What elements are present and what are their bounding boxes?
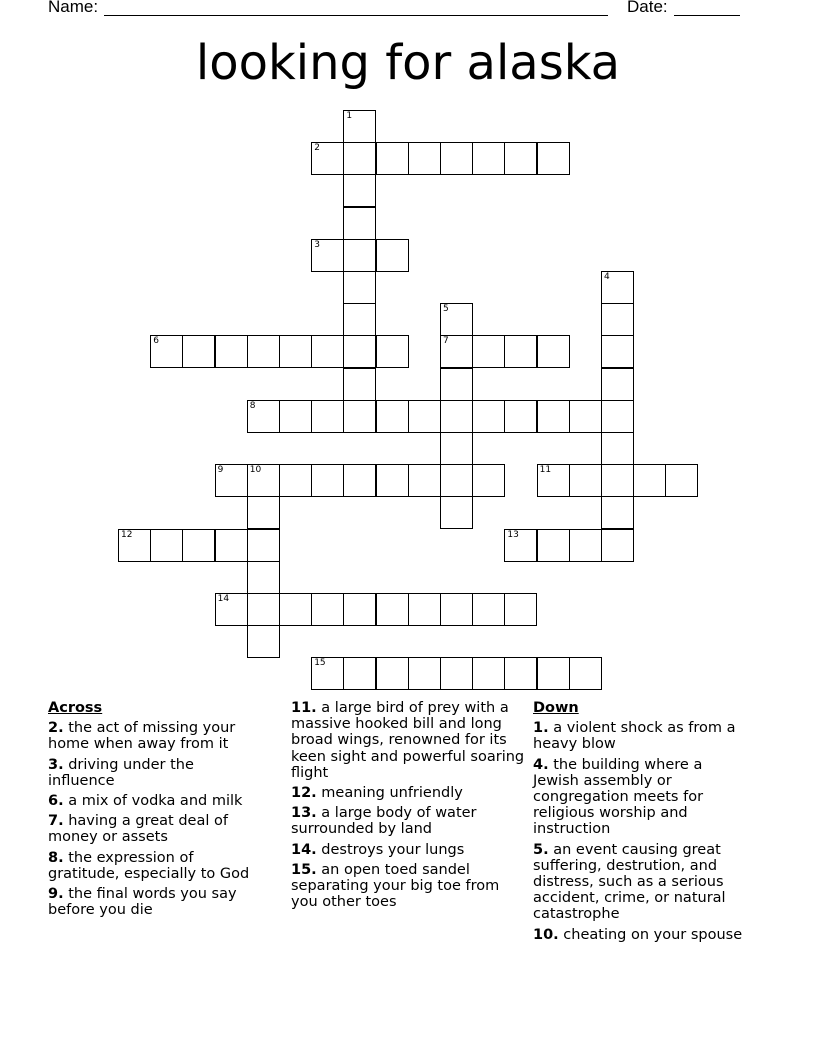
grid-cell[interactable] bbox=[376, 400, 409, 433]
grid-cell[interactable] bbox=[343, 368, 376, 401]
grid-cell[interactable] bbox=[343, 464, 376, 497]
clue-number: 6. bbox=[48, 793, 64, 810]
cell-number: 15 bbox=[314, 658, 326, 669]
grid-cell[interactable] bbox=[601, 529, 634, 562]
grid-cell[interactable] bbox=[247, 496, 280, 529]
grid-cell[interactable] bbox=[472, 335, 505, 368]
grid-cell[interactable] bbox=[472, 593, 505, 626]
grid-cell[interactable] bbox=[504, 657, 537, 690]
grid-cell[interactable] bbox=[601, 464, 634, 497]
cell-number: 8 bbox=[249, 400, 256, 411]
grid-cell[interactable] bbox=[343, 335, 376, 368]
grid-cell[interactable] bbox=[408, 657, 441, 690]
grid-cell[interactable] bbox=[279, 593, 312, 626]
clue-number: 9. bbox=[48, 886, 64, 903]
clue-across-15 bbox=[291, 862, 526, 911]
clue-across-11 bbox=[291, 700, 526, 781]
grid-cell[interactable] bbox=[504, 142, 537, 175]
clue-across-8 bbox=[48, 850, 263, 882]
grid-cell[interactable] bbox=[343, 142, 376, 175]
clue-number: 12. bbox=[291, 785, 317, 802]
grid-cell[interactable] bbox=[601, 432, 634, 465]
grid-cell[interactable] bbox=[343, 207, 376, 240]
clue-across-3 bbox=[48, 757, 263, 789]
cell-number: 3 bbox=[314, 239, 320, 250]
grid-cell[interactable] bbox=[343, 239, 376, 272]
grid-cell[interactable] bbox=[182, 335, 215, 368]
clue-text: a mix of vodka and milk bbox=[68, 793, 243, 810]
clue-number: 13. bbox=[291, 805, 317, 822]
clue-down-5 bbox=[533, 842, 748, 923]
clue-number: 15. bbox=[291, 861, 317, 878]
cell-number: 12 bbox=[121, 529, 133, 540]
clue-text: a violent shock as from a heavy blow bbox=[533, 720, 736, 753]
grid-cell[interactable] bbox=[247, 529, 280, 562]
grid-cell[interactable] bbox=[247, 593, 280, 626]
grid-cell[interactable] bbox=[601, 271, 634, 304]
grid-cell[interactable] bbox=[537, 464, 570, 497]
across-clues-column-1 bbox=[48, 700, 263, 922]
across-clues-column-2 bbox=[291, 700, 526, 914]
grid-cell[interactable] bbox=[343, 400, 376, 433]
clue-across-2 bbox=[48, 720, 263, 752]
grid-cell[interactable] bbox=[504, 335, 537, 368]
grid-cell[interactable] bbox=[376, 464, 409, 497]
grid-cell[interactable] bbox=[537, 142, 570, 175]
grid-cell[interactable] bbox=[182, 529, 215, 562]
clue-text: having a great deal of money or assets bbox=[48, 813, 228, 846]
grid-cell[interactable] bbox=[279, 335, 312, 368]
clue-text: the building where a Jewish assembly or congregation meets for religious worship and instruction bbox=[533, 756, 704, 838]
clue-across-12 bbox=[291, 785, 526, 801]
cell-number: 13 bbox=[507, 529, 519, 540]
grid-cell[interactable] bbox=[247, 400, 280, 433]
cell-number: 10 bbox=[249, 465, 262, 476]
grid-cell[interactable] bbox=[440, 335, 473, 368]
grid-cell[interactable] bbox=[279, 464, 312, 497]
grid-cell[interactable] bbox=[150, 335, 183, 368]
grid-cell[interactable] bbox=[247, 335, 280, 368]
grid-cell[interactable] bbox=[601, 368, 634, 401]
grid-cell[interactable] bbox=[279, 400, 312, 433]
grid-cell[interactable] bbox=[537, 400, 570, 433]
cell-number: 5 bbox=[443, 304, 449, 315]
clue-number: 7. bbox=[48, 813, 64, 830]
clue-text: the act of missing your home when away from it bbox=[48, 720, 236, 753]
grid-cell[interactable] bbox=[343, 657, 376, 690]
clue-text: meaning unfriendly bbox=[321, 785, 463, 802]
grid-cell[interactable] bbox=[215, 529, 248, 562]
clue-across-6 bbox=[48, 793, 263, 809]
grid-cell[interactable] bbox=[569, 529, 602, 562]
grid-cell[interactable] bbox=[440, 142, 473, 175]
grid-cell[interactable] bbox=[504, 400, 537, 433]
clue-down-10 bbox=[533, 927, 748, 943]
grid-cell[interactable] bbox=[408, 464, 441, 497]
grid-cell[interactable] bbox=[376, 657, 409, 690]
clue-across-13 bbox=[291, 805, 526, 837]
clue-across-9 bbox=[48, 886, 263, 918]
grid-cell[interactable] bbox=[440, 496, 473, 529]
clue-down-4 bbox=[533, 757, 748, 838]
down-clues-column bbox=[533, 700, 748, 947]
cell-number: 11 bbox=[539, 465, 552, 476]
grid-cell[interactable] bbox=[440, 464, 473, 497]
clue-number: 14. bbox=[291, 841, 317, 858]
grid-cell[interactable] bbox=[537, 335, 570, 368]
down-heading: Down bbox=[533, 700, 579, 716]
grid-cell[interactable] bbox=[311, 593, 344, 626]
clue-text: cheating on your spouse bbox=[563, 926, 743, 943]
cell-number: 9 bbox=[217, 465, 224, 476]
grid-cell[interactable] bbox=[311, 335, 344, 368]
clue-text: driving under the influence bbox=[48, 756, 194, 789]
grid-cell[interactable] bbox=[440, 432, 473, 465]
grid-cell[interactable] bbox=[311, 657, 344, 690]
grid-cell[interactable] bbox=[376, 239, 409, 272]
grid-cell[interactable] bbox=[343, 593, 376, 626]
clue-text: an event causing great suffering, destrution, and distress, such as a serious accident, crime, or natural catastrophe bbox=[533, 841, 726, 923]
grid-cell[interactable] bbox=[118, 529, 151, 562]
cell-number: 14 bbox=[217, 594, 230, 604]
grid-cell[interactable] bbox=[537, 529, 570, 562]
grid-cell[interactable] bbox=[247, 464, 280, 497]
clue-text: the expression of gratitude, especially to God bbox=[48, 849, 250, 882]
grid-cell[interactable] bbox=[408, 400, 441, 433]
grid-cell[interactable] bbox=[215, 593, 248, 626]
grid-cell[interactable] bbox=[343, 174, 376, 207]
grid-cell[interactable] bbox=[601, 400, 634, 433]
grid-cell[interactable] bbox=[311, 464, 344, 497]
cell-number: 7 bbox=[443, 336, 449, 347]
clue-down-1 bbox=[533, 720, 748, 752]
grid-cell[interactable] bbox=[633, 464, 666, 497]
clue-text: destroys your lungs bbox=[321, 841, 465, 858]
grid-cell[interactable] bbox=[440, 593, 473, 626]
grid-cell[interactable] bbox=[601, 303, 634, 336]
grid-cell[interactable] bbox=[215, 464, 248, 497]
date-label: Date: bbox=[627, 0, 668, 16]
grid-cell[interactable] bbox=[343, 271, 376, 304]
clue-number: 2. bbox=[48, 720, 64, 737]
grid-cell[interactable] bbox=[504, 529, 537, 562]
grid-cell[interactable] bbox=[247, 625, 280, 658]
grid-cell[interactable] bbox=[440, 303, 473, 336]
grid-cell[interactable] bbox=[343, 303, 376, 336]
grid-cell[interactable] bbox=[408, 142, 441, 175]
grid-cell[interactable] bbox=[569, 400, 602, 433]
cell-number: 4 bbox=[604, 272, 610, 282]
grid-cell[interactable] bbox=[472, 400, 505, 433]
clue-text: a large body of water surrounded by land bbox=[291, 805, 477, 838]
grid-cell[interactable] bbox=[665, 464, 698, 497]
clue-across-14 bbox=[291, 842, 526, 858]
grid-cell[interactable] bbox=[376, 142, 409, 175]
clue-number: 4. bbox=[533, 756, 549, 773]
grid-cell[interactable] bbox=[343, 110, 376, 143]
clue-number: 10. bbox=[533, 926, 559, 943]
grid-cell[interactable] bbox=[376, 593, 409, 626]
grid-cell[interactable] bbox=[569, 464, 602, 497]
grid-cell[interactable] bbox=[408, 593, 441, 626]
grid-cell[interactable] bbox=[504, 593, 537, 626]
grid-cell[interactable] bbox=[376, 335, 409, 368]
clue-across-7 bbox=[48, 813, 263, 845]
grid-cell[interactable] bbox=[472, 657, 505, 690]
grid-cell[interactable] bbox=[440, 400, 473, 433]
grid-cell[interactable] bbox=[247, 561, 280, 594]
clue-number: 1. bbox=[533, 720, 549, 737]
grid-cell[interactable] bbox=[311, 142, 344, 175]
across-heading: Across bbox=[48, 700, 103, 716]
grid-cell[interactable] bbox=[472, 142, 505, 175]
clue-text: a large bird of prey with a massive hooked bill and long broad wings, renowned for its keen sight and powerful soaring flight bbox=[291, 700, 525, 781]
grid-cell[interactable] bbox=[311, 400, 344, 433]
name-label: Name: bbox=[48, 0, 99, 16]
clue-number: 11. bbox=[291, 700, 317, 716]
clue-number: 8. bbox=[48, 849, 64, 866]
grid-cell[interactable] bbox=[215, 335, 248, 368]
grid-cell[interactable] bbox=[150, 529, 183, 562]
grid-cell[interactable] bbox=[537, 657, 570, 690]
cell-number: 6 bbox=[153, 336, 159, 347]
grid-cell[interactable] bbox=[472, 464, 505, 497]
grid-cell[interactable] bbox=[440, 657, 473, 690]
grid-cell[interactable] bbox=[311, 239, 344, 272]
clue-text: the final words you say before you die bbox=[48, 886, 237, 919]
cell-number: 1 bbox=[346, 111, 353, 121]
grid-cell[interactable] bbox=[569, 657, 602, 690]
puzzle-title: looking for alaska bbox=[195, 35, 621, 91]
clue-number: 5. bbox=[533, 841, 549, 858]
grid-cell[interactable] bbox=[601, 335, 634, 368]
clue-text: an open toed sandel separating your big toe from you other toes bbox=[291, 861, 500, 911]
grid-cell[interactable] bbox=[440, 368, 473, 401]
grid-cell[interactable] bbox=[601, 496, 634, 529]
clue-number: 3. bbox=[48, 756, 64, 773]
cell-number: 2 bbox=[314, 143, 320, 154]
